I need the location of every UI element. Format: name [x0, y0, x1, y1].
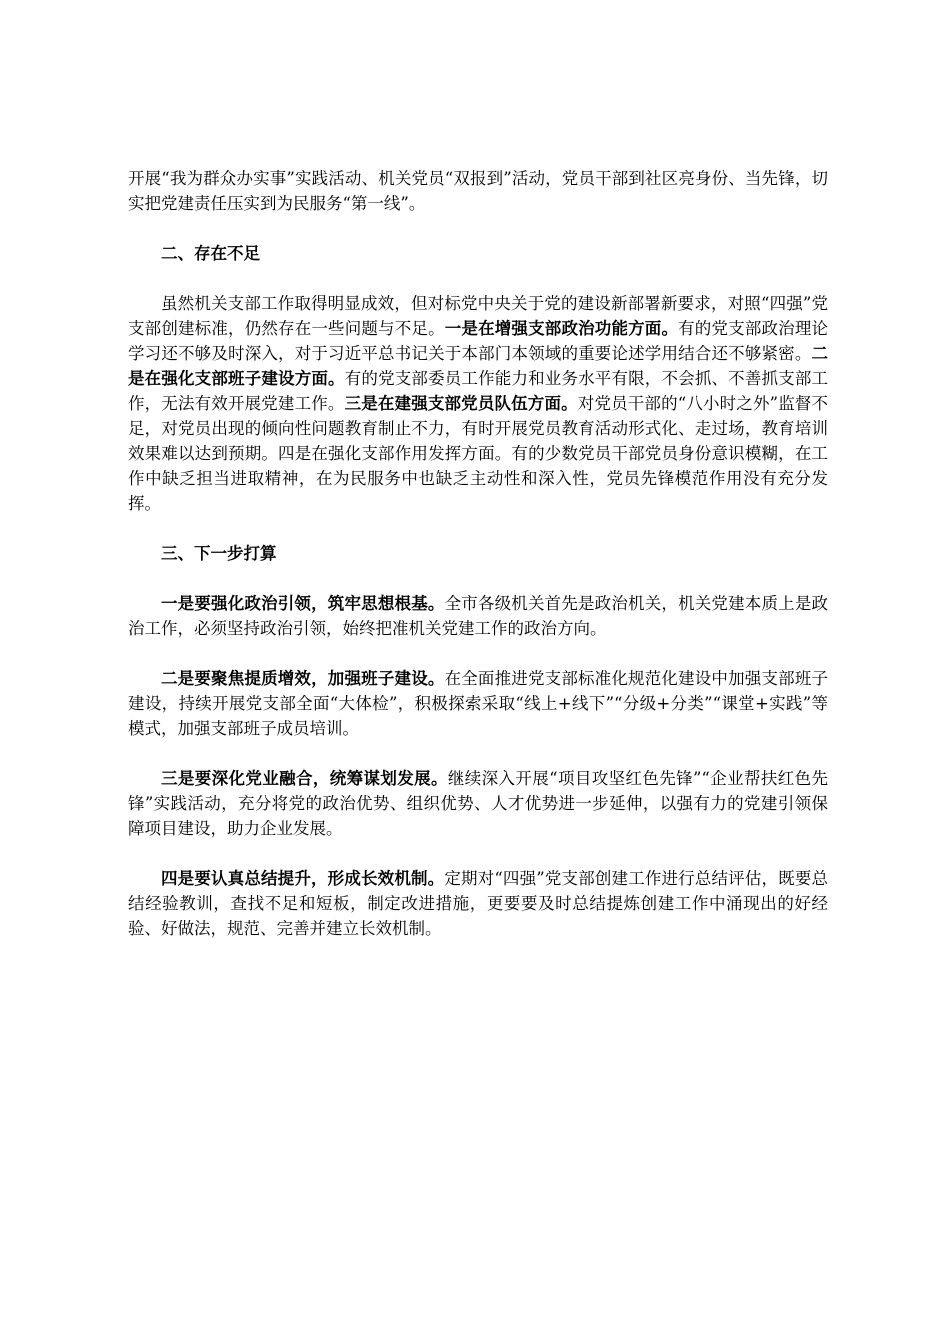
point-3-title: 三是在建强支部党员队伍方面。	[344, 394, 578, 413]
intro-paragraph: 开展“我为群众办实事”实践活动、机关党员“双报到”活动，党员干部到社区亮身份、当先锋，切实把党建责任压实到为民服务“第一线”。	[128, 169, 828, 213]
plan-item-4-text: 定期对“四强”党支部创建工作进行总结评估，既要总结经验教训，查找不足和短板，制定改进措施，更要要及时总结提炼创建工作中涌现出的好经验、好做法，规范、完善并建立长效机制。	[128, 869, 829, 938]
plan-item-2-title: 二是要聚焦提质增效，加强班子建设。	[161, 669, 445, 688]
plan-item-2	[128, 666, 828, 741]
plan-item-1	[128, 591, 828, 641]
section-2-lead: 虽然机关支部工作取得明显成效，但对标党中央关于党的建设新部署新要求，对照“四强”党支部创建标准，仍然存在一些问题与不足。	[128, 294, 828, 338]
point-2-text: 有的党支部委员工作能力和业务水平有限，不会抓、不善抓支部工作，无法有效开展党建工作。	[128, 369, 829, 413]
section-3-heading: 三、下一步打算	[161, 544, 277, 563]
section-2-paragraph	[128, 291, 828, 516]
plan-item-2-text: 在全面推进党支部标准化规范化建设中加强支部班子建设，持续开展党支部全面“大体检”，积极探索采取“线上+线下”“分级+分类”“课堂+实践”等模式，加强支部班子成员培训。	[128, 669, 829, 738]
plan-item-4-title: 四是要认真总结提升，形成长效机制。	[161, 869, 445, 888]
point-1-text: 有的党支部政治理论学习还不够及时深入，对于习近平总书记关于本部门本领域的重要论述学用结合还不够紧密。	[128, 319, 829, 363]
point-3-text: 对党员干部的“八小时之外”监督不足，对党员出现的倾向性问题教育制止不力，有时开展党员教育活动形式化、走过场，教育培训效果难以达到预期。四是在强化支部作用发挥方面。有的少数党员干部党员身份意识模糊，在工作中缺乏担当进取精神，在为民服务中也缺乏主动性和深入性，党员先锋模范作用没有充分发挥。	[128, 394, 829, 513]
plan-item-1-text: 全市各级机关首先是政治机关，机关党建本质上是政治工作，必须坚持政治引领，始终把准机关党建工作的政治方向。	[128, 594, 829, 638]
document-page	[128, 166, 828, 941]
point-1-title: 一是在增强支部政治功能方面。	[444, 319, 679, 338]
plan-item-3-text: 继续深入开展“项目攻坚红色先锋”“企业帮扶红色先锋”实践活动，充分将党的政治优势、组织优势、人才优势进一步延伸，以强有力的党建引领保障项目建设，助力企业发展。	[128, 769, 828, 838]
plan-item-1-title: 一是要强化政治引领，筑牢思想根基。	[161, 594, 445, 613]
plan-item-3	[128, 766, 828, 841]
section-2-heading: 二、存在不足	[161, 244, 260, 263]
point-2-title: 二是在强化支部班子建设方面。	[128, 344, 828, 388]
plan-item-4	[128, 866, 828, 941]
plan-item-3-title: 三是要深化党业融合，统筹谋划发展。	[161, 769, 448, 788]
